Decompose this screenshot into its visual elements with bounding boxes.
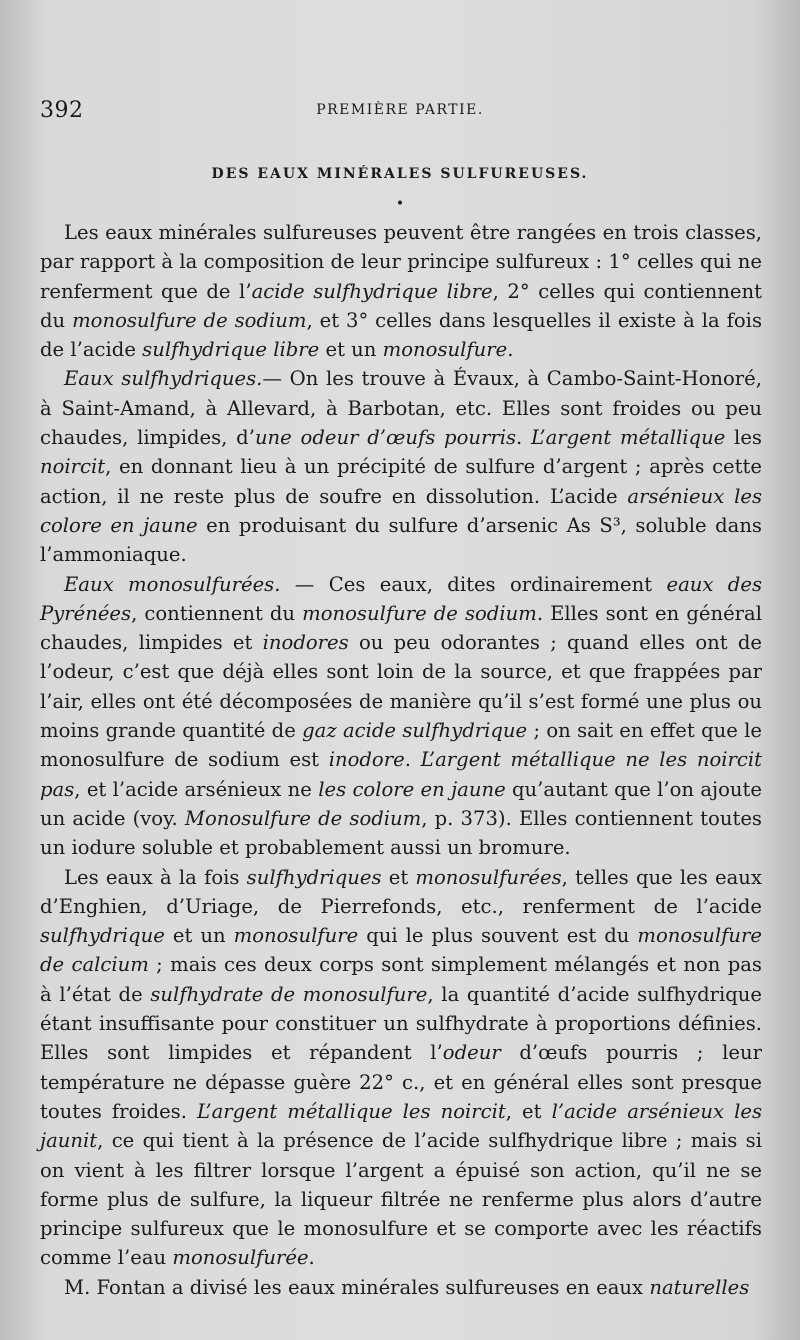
text-run: ou peu odorantes ; quand elles ont de l’odeur, c’est que déjà elles sont loin de la source, et que frappées par l’air, elles ont été décomposées de manière qu’il s’est formé une plus ou moins grande quantité de	[40, 631, 763, 743]
italic-text: sulfhydrique	[40, 924, 165, 948]
text-run: — Ces eaux, dites ordinairement	[280, 572, 667, 596]
page-number: 392	[40, 98, 84, 123]
italic-text: monosulfure de sodium	[302, 601, 537, 625]
text-run: .	[404, 748, 421, 772]
italic-text: L’argent métallique les noircit	[197, 1099, 506, 1123]
text-run: , et	[505, 1099, 552, 1123]
text-run: et	[381, 865, 416, 889]
text-run: qui le plus souvent est du	[358, 924, 638, 948]
italic-text: sulfhydriques	[246, 865, 382, 889]
text-run: M. Fontan a divisé les eaux minérales sulfureuses en eaux	[64, 1275, 650, 1299]
italic-text: les colore en jaune	[318, 777, 506, 801]
text-run: et un	[319, 338, 383, 362]
italic-text: monosulfure	[233, 924, 359, 948]
text-run: les	[725, 426, 762, 450]
paragraph-eaux-mixtes	[40, 863, 762, 1273]
text-run: , ce qui tient à la présence de l’acide sulfhydrique libre ; mais si on vient à les filtrer lorsque l’argent a épuisé son action, qu’il ne se forme plus de sulfure, la liqueur filtrée ne renferme plus alors d’autre principe sulfureux que le monosulfure et se comporte avec les réactifs comme l’eau	[40, 1129, 762, 1270]
italic-text: monosulfure de calcium	[40, 924, 762, 977]
text-run: — On les trouve à Évaux, à Cambo-Saint-Honoré, à Saint-Amand, à Allevard, à Barbotan, etc. Elles sont froides ou peu chaudes, limpides, d’	[40, 367, 762, 450]
text-run: Les eaux à la fois	[64, 865, 247, 889]
text-run: et un	[164, 924, 234, 948]
text-run: ; mais ces deux corps sont simplement mélangés et non pas à l’état de	[40, 953, 762, 1006]
italic-text: L’argent métallique	[531, 426, 726, 450]
ornament-dot: •	[395, 196, 405, 212]
page-header	[40, 98, 760, 128]
paragraph-eaux-sulfhydriques	[40, 364, 762, 569]
text-run: Les eaux minérales sulfureuses peuvent être rangées en trois classes, par rapport à la composition de leur principe sulfureux : 1° celles qui ne renferment que de l’	[40, 221, 762, 303]
text-run: ; on sait en effet que le monosulfure de sodium est	[40, 719, 763, 772]
running-head: PREMIÈRE PARTIE.	[316, 102, 484, 118]
italic-text: sulfhydrique libre	[142, 338, 320, 362]
italic-text: acide sulfhydrique libre	[251, 279, 493, 303]
italic-text: odeur	[442, 1041, 501, 1065]
italic-text: noircit	[40, 455, 106, 479]
text-run: , et 3° celles dans lesquelles il existe à la fois de l’acide	[40, 308, 762, 362]
italic-text: Eaux sulfhydriques.	[64, 367, 263, 391]
italic-text: l’acide arsénieux les jaunit	[40, 1099, 763, 1153]
text-run: .	[507, 338, 514, 362]
italic-text: monosulfurée	[172, 1246, 309, 1270]
text-run: , en donnant lieu à un précipité de sulfure d’argent ; après cette action, il ne reste plus de soufre en dissolution. L’acide	[40, 455, 762, 508]
paragraph-fontan	[40, 1273, 762, 1302]
italic-text: monosulfurées	[415, 865, 562, 889]
body-text	[40, 218, 762, 1302]
text-run: , 2° celles qui contiennent du	[40, 279, 762, 332]
italic-text: gaz acide sulfhydrique	[302, 719, 528, 743]
text-run: , p. 373). Elles contiennent toutes un iodure soluble et probablement aussi un bromure.	[40, 806, 762, 860]
section-title: DES EAUX MINÉRALES SULFUREUSES.	[211, 166, 589, 182]
italic-text: sulfhydrate de monosulfure	[150, 982, 428, 1006]
text-run: , telles que les eaux d’Enghien, d’Uriage, de Pierrefonds, etc., renferment de l’acide	[40, 865, 762, 918]
paragraph-eaux-monosulfurees	[40, 570, 762, 863]
italic-text: Monosulfure de sodium	[184, 806, 422, 830]
text-run: , contiennent du	[131, 601, 303, 625]
italic-text: monosulfure	[382, 338, 508, 362]
italic-text: monosulfure de sodium	[72, 308, 307, 332]
italic-text: eaux des Pyrénées	[40, 572, 762, 625]
italic-text: inodore	[328, 748, 405, 772]
text-run: en produisant du sulfure d’arsenic As S³, soluble dans l’ammoniaque.	[40, 513, 762, 567]
italic-text: L’argent métallique ne les noircit pas	[40, 748, 762, 801]
italic-text: Eaux monosulfurées.	[64, 572, 281, 596]
text-run: , la quantité d’acide sulfhydrique étant insuffisante pour constituer un sulfhydrate à proportions définies. Elles sont limpides et répandent l’	[40, 982, 762, 1065]
text-run: , et l’acide arsénieux ne	[74, 777, 319, 801]
text-run: d’œufs pourris ; leur température ne dépasse guère 22° c., et en général elles sont presque toutes froides.	[40, 1041, 762, 1123]
italic-text: inodores	[262, 631, 349, 655]
italic-text: naturelles	[649, 1275, 750, 1299]
text-run: .	[516, 426, 532, 450]
italic-text: une odeur d’œufs pourris	[254, 426, 517, 450]
text-run: . Elles sont en général chaudes, limpides et	[40, 601, 762, 655]
text-run: .	[308, 1246, 315, 1270]
paragraph-classes	[40, 218, 762, 364]
text-run: qu’autant que l’on ajoute un acide (voy.	[40, 777, 763, 830]
italic-text: arsénieux les colore en jaune	[40, 484, 762, 537]
